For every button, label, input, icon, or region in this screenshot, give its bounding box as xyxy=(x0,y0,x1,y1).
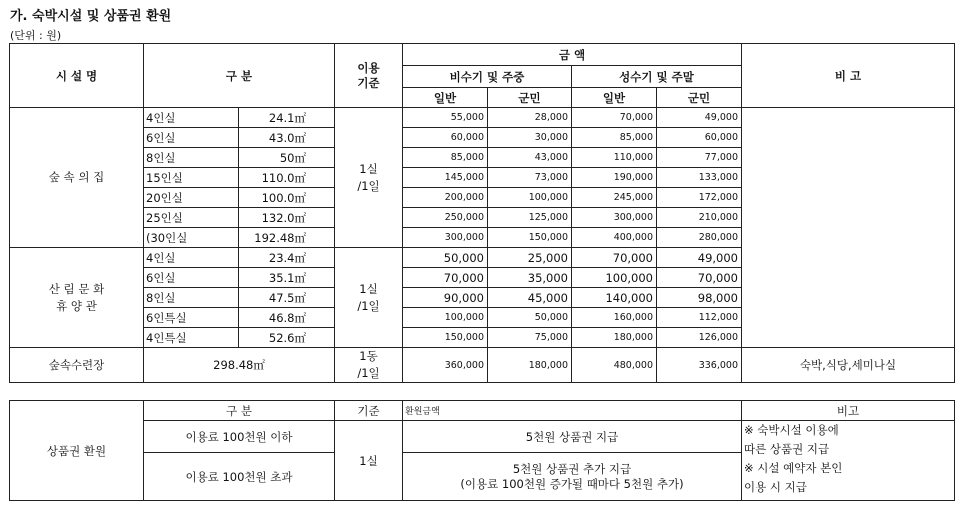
remark-cell xyxy=(742,108,955,348)
room-size: 52.6㎡ xyxy=(239,328,335,348)
price-offpeak-military: 45,000 xyxy=(488,288,572,308)
header-usage-line1: 이용 xyxy=(357,60,380,75)
price-offpeak-general: 145,000 xyxy=(403,168,488,188)
price-peak-general: 110,000 xyxy=(572,148,657,168)
accommodation-rate-table xyxy=(9,43,955,383)
room-size: 50㎡ xyxy=(239,148,335,168)
price-offpeak-military: 180,000 xyxy=(488,348,572,383)
price-peak-military: 280,000 xyxy=(657,228,742,248)
header-general-offpeak: 일반 xyxy=(403,88,488,108)
price-offpeak-general: 100,000 xyxy=(403,308,488,328)
price-offpeak-general: 85,000 xyxy=(403,148,488,168)
voucher-amount: 5천원 상품권 지급 xyxy=(403,421,742,453)
price-peak-military: 98,000 xyxy=(657,288,742,308)
facility-name-forest-house: 숲 속 의 집 xyxy=(10,108,144,248)
room-size: 46.8㎡ xyxy=(239,308,335,328)
price-offpeak-military: 73,000 xyxy=(488,168,572,188)
header-remark: 비 고 xyxy=(742,44,955,108)
voucher-amount-line2: (이용료 100천원 증가될 때마다 5천원 추가) xyxy=(460,476,684,491)
room-size: 132.0㎡ xyxy=(239,208,335,228)
price-offpeak-general: 360,000 xyxy=(403,348,488,383)
price-offpeak-general: 250,000 xyxy=(403,208,488,228)
table-row xyxy=(10,421,955,453)
header-usage xyxy=(335,44,403,108)
voucher-usage: 1실 xyxy=(335,421,403,501)
price-offpeak-general: 90,000 xyxy=(403,288,488,308)
price-peak-military: 70,000 xyxy=(657,268,742,288)
room-type: 25인실 xyxy=(144,208,239,228)
price-peak-military: 49,000 xyxy=(657,248,742,268)
room-type: 4인특실 xyxy=(144,328,239,348)
price-offpeak-military: 50,000 xyxy=(488,308,572,328)
room-type: 6인특실 xyxy=(144,308,239,328)
room-size: 35.1㎡ xyxy=(239,268,335,288)
price-peak-military: 336,000 xyxy=(657,348,742,383)
header-military-offpeak: 군민 xyxy=(488,88,572,108)
training-hall-size: 298.48㎡ xyxy=(144,348,335,383)
price-peak-general: 140,000 xyxy=(572,288,657,308)
price-peak-military: 172,000 xyxy=(657,188,742,208)
price-peak-general: 300,000 xyxy=(572,208,657,228)
voucher-header-amount: 환원금액 xyxy=(403,401,742,421)
usage-line1: 1동 xyxy=(359,349,378,363)
room-size: 23.4㎡ xyxy=(239,248,335,268)
room-type: 15인실 xyxy=(144,168,239,188)
voucher-refund-table xyxy=(9,400,955,501)
voucher-remark-line: ※ 시설 예약자 본인 xyxy=(744,461,843,475)
price-offpeak-military: 100,000 xyxy=(488,188,572,208)
price-peak-military: 126,000 xyxy=(657,328,742,348)
voucher-amount-line1: 5천원 상품권 추가 지급 xyxy=(512,461,632,476)
usage-line2: /1일 xyxy=(357,178,380,193)
room-type: 8인실 xyxy=(144,148,239,168)
room-size: 110.0㎡ xyxy=(239,168,335,188)
voucher-remark-line: 따른 상품권 지급 xyxy=(744,442,830,456)
header-usage-line2: 기준 xyxy=(357,75,380,90)
voucher-header-basis: 기준 xyxy=(335,401,403,421)
header-military-peak: 군민 xyxy=(657,88,742,108)
header-general-peak: 일반 xyxy=(572,88,657,108)
room-type: 4인실 xyxy=(144,108,239,128)
room-type: 6인실 xyxy=(144,128,239,148)
price-offpeak-general: 60,000 xyxy=(403,128,488,148)
voucher-remark-line: ※ 숙박시설 이용에 xyxy=(744,423,839,437)
price-peak-general: 160,000 xyxy=(572,308,657,328)
price-peak-general: 70,000 xyxy=(572,108,657,128)
price-peak-general: 70,000 xyxy=(572,248,657,268)
voucher-amount xyxy=(403,453,742,501)
facility-name-line1: 산 림 문 화 xyxy=(48,281,105,296)
unit-label: (단위 : 원) xyxy=(10,29,62,42)
price-offpeak-general: 55,000 xyxy=(403,108,488,128)
usage-basis xyxy=(335,108,403,248)
facility-name-line2: 휴 양 관 xyxy=(56,298,97,313)
table-row xyxy=(10,108,955,128)
room-size: 192.48㎡ xyxy=(239,228,335,248)
training-hall-remark: 숙박,식당,세미나실 xyxy=(742,348,955,383)
room-size: 43.0㎡ xyxy=(239,128,335,148)
price-peak-military: 112,000 xyxy=(657,308,742,328)
price-offpeak-military: 28,000 xyxy=(488,108,572,128)
price-peak-general: 480,000 xyxy=(572,348,657,383)
room-size: 24.1㎡ xyxy=(239,108,335,128)
usage-line1: 1실 xyxy=(359,281,378,296)
price-offpeak-military: 25,000 xyxy=(488,248,572,268)
voucher-header-category: 구 분 xyxy=(144,401,335,421)
room-type: (30인실 xyxy=(144,228,239,248)
price-peak-military: 210,000 xyxy=(657,208,742,228)
room-size: 100.0㎡ xyxy=(239,188,335,208)
room-type: 6인실 xyxy=(144,268,239,288)
voucher-section-title: 상품권 환원 xyxy=(10,401,144,501)
voucher-remark xyxy=(742,421,955,501)
voucher-header-remark: 비고 xyxy=(742,401,955,421)
price-offpeak-military: 43,000 xyxy=(488,148,572,168)
price-peak-military: 49,000 xyxy=(657,108,742,128)
price-offpeak-military: 150,000 xyxy=(488,228,572,248)
header-peak: 성수기 및 주말 xyxy=(572,66,742,88)
facility-name-culture-hall xyxy=(10,248,144,348)
header-offpeak: 비수기 및 주중 xyxy=(403,66,572,88)
price-offpeak-military: 30,000 xyxy=(488,128,572,148)
price-offpeak-general: 300,000 xyxy=(403,228,488,248)
price-offpeak-general: 50,000 xyxy=(403,248,488,268)
room-type: 8인실 xyxy=(144,288,239,308)
table-row xyxy=(10,348,955,383)
price-peak-military: 133,000 xyxy=(657,168,742,188)
price-offpeak-military: 35,000 xyxy=(488,268,572,288)
voucher-category: 이용료 100천원 이하 xyxy=(144,421,335,453)
room-size: 47.5㎡ xyxy=(239,288,335,308)
price-offpeak-general: 200,000 xyxy=(403,188,488,208)
page-title: 가. 숙박시설 및 상품권 환원 xyxy=(10,9,172,24)
price-peak-general: 400,000 xyxy=(572,228,657,248)
price-peak-general: 190,000 xyxy=(572,168,657,188)
price-peak-general: 85,000 xyxy=(572,128,657,148)
price-offpeak-military: 75,000 xyxy=(488,328,572,348)
price-peak-general: 180,000 xyxy=(572,328,657,348)
price-offpeak-general: 150,000 xyxy=(403,328,488,348)
usage-line2: /1일 xyxy=(357,298,380,313)
usage-line2: /1일 xyxy=(357,366,380,380)
price-offpeak-military: 125,000 xyxy=(488,208,572,228)
room-type: 20인실 xyxy=(144,188,239,208)
facility-name-training-hall: 숲속수련장 xyxy=(10,348,144,383)
usage-basis xyxy=(335,348,403,383)
header-amount: 금 액 xyxy=(403,44,742,66)
room-type: 4인실 xyxy=(144,248,239,268)
price-peak-military: 77,000 xyxy=(657,148,742,168)
voucher-category: 이용료 100천원 초과 xyxy=(144,453,335,501)
price-offpeak-general: 70,000 xyxy=(403,268,488,288)
usage-line1: 1실 xyxy=(359,161,378,176)
usage-basis xyxy=(335,248,403,348)
price-peak-military: 60,000 xyxy=(657,128,742,148)
price-peak-general: 100,000 xyxy=(572,268,657,288)
header-category: 구 분 xyxy=(144,44,335,108)
voucher-remark-line: 이용 시 지급 xyxy=(744,480,807,494)
header-facility: 시 설 명 xyxy=(10,44,144,108)
price-peak-general: 245,000 xyxy=(572,188,657,208)
